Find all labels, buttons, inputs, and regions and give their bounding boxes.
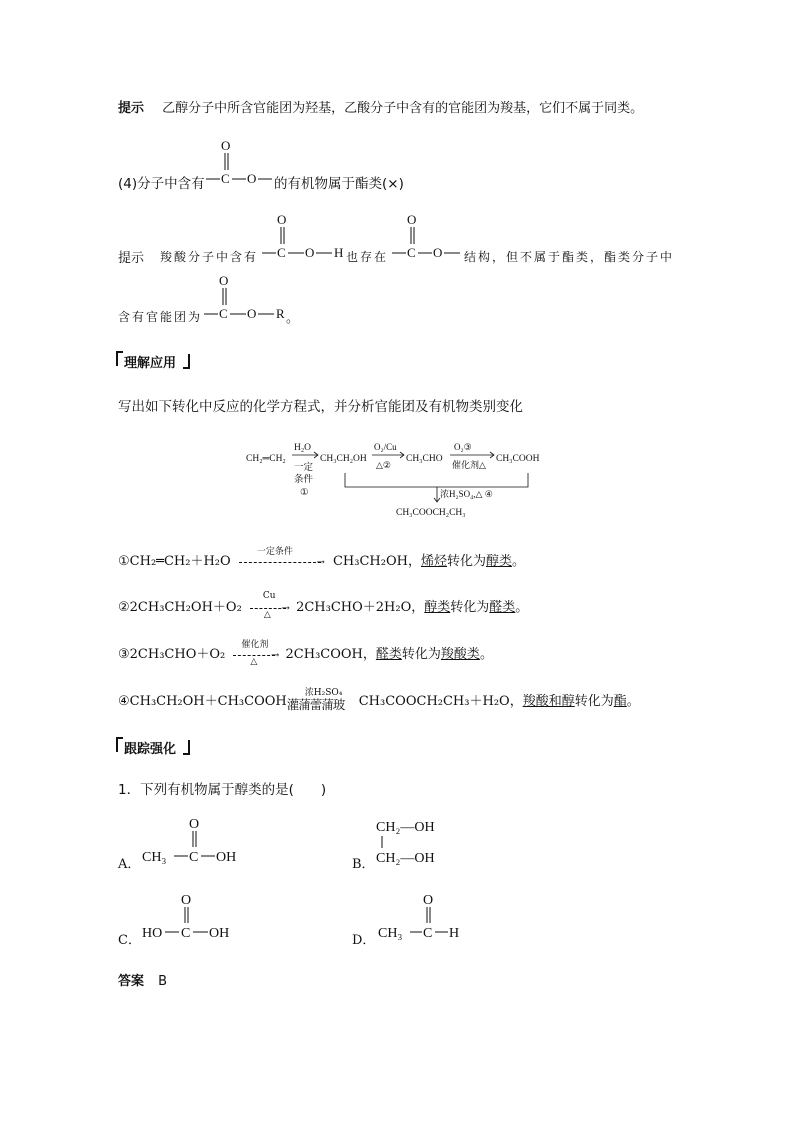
scheme-a1-b1: 一定 bbox=[294, 463, 314, 473]
atom-c: C bbox=[407, 245, 416, 260]
eq1-mid: 转化为 bbox=[446, 554, 486, 569]
option-b-structure bbox=[376, 816, 466, 866]
atom-o-top: O bbox=[219, 273, 229, 288]
eq4-mid: 转化为 bbox=[574, 694, 614, 709]
scheme-a1-b3: ① bbox=[300, 488, 309, 498]
reaction-scheme bbox=[240, 440, 560, 520]
eq2-u2: 醛类 bbox=[489, 600, 516, 615]
atom-c: C bbox=[221, 171, 230, 186]
eq4-cond-text: 灌蒲蕾蒲玻 bbox=[286, 696, 345, 712]
eq4-cond-top: 浓H₂SO₄ bbox=[304, 687, 343, 698]
option-a-label: A． bbox=[118, 857, 141, 872]
eq1-end: 。 bbox=[512, 554, 526, 569]
eq3-cond-top: 催化剂 bbox=[241, 639, 269, 650]
eq2-cond-top: Cu bbox=[262, 590, 276, 601]
atom-o-top: O bbox=[277, 212, 287, 227]
eq4-u2: 酯 bbox=[613, 694, 627, 709]
question1-text: 1．下列有机物属于醇类的是( ) bbox=[118, 782, 327, 798]
eq3-end: 。 bbox=[479, 647, 493, 662]
ester-group-structure bbox=[206, 138, 276, 188]
atom-o-top: O bbox=[221, 138, 231, 153]
option-b-top: CH₂—OH bbox=[376, 820, 435, 835]
equation-1 bbox=[118, 546, 526, 569]
eq3-arrow: 催化剂 → △ bbox=[233, 648, 279, 662]
carboxyl-structure bbox=[262, 212, 352, 262]
eq4-arrow bbox=[286, 687, 359, 712]
hint1-text: 乙醇分子中所含官能团为羟基，乙酸分子中含有的官能团为羧基，它们不属于同类。 bbox=[162, 101, 644, 116]
atom-r: R bbox=[276, 306, 285, 321]
eq4-end: 。 bbox=[626, 694, 640, 709]
option-d-left: CH₃ bbox=[378, 926, 403, 941]
hint2-part1: 羧酸分子中含有 bbox=[160, 250, 259, 264]
eq1-left: ①CH₂═CH₂＋H₂O bbox=[118, 554, 231, 569]
eq3-u1: 醛类 bbox=[375, 647, 402, 662]
ester-linkage-structure bbox=[392, 212, 462, 262]
scheme-ethyl-acetate: CH₃COOCH₂CH₃ bbox=[396, 508, 466, 518]
eq2-mid: 转化为 bbox=[450, 600, 490, 615]
hint2-label: 提示 bbox=[118, 251, 145, 266]
scheme-a1-top: H₂O bbox=[294, 443, 312, 453]
eq2-right: 2CH₃CHO＋2H₂O， bbox=[296, 600, 425, 615]
equation-4 bbox=[118, 687, 640, 712]
section2-title: 跟踪强化 bbox=[124, 742, 177, 757]
atom-o-top: O bbox=[423, 893, 434, 908]
eq1-condition: 一定条件 bbox=[256, 546, 293, 557]
eq1-u1: 烯烃 bbox=[420, 554, 447, 569]
option-a-right: OH bbox=[216, 850, 237, 865]
atom-o-top: O bbox=[407, 212, 417, 227]
ester-functional-group-structure bbox=[204, 273, 294, 323]
eq3-cond-bottom: △ bbox=[250, 656, 258, 667]
eq3-mid: 转化为 bbox=[401, 647, 441, 662]
option-c-label: C． bbox=[118, 933, 141, 948]
eq1-arrow: 一定条件 → bbox=[239, 555, 325, 569]
scheme-acetic-acid: CH₃COOH bbox=[496, 454, 540, 464]
option-a-left: CH₃ bbox=[142, 850, 167, 865]
eq2-left: ②2CH₃CH₂OH＋O₂ bbox=[118, 600, 242, 615]
option-c-right: OH bbox=[209, 926, 230, 941]
scheme-a4-label: 浓H₂SO₄,△ ④ bbox=[440, 489, 493, 499]
atom-o: O bbox=[247, 306, 257, 321]
atom-c: C bbox=[219, 306, 228, 321]
eq2-end: 。 bbox=[515, 600, 529, 615]
hint2-part3: 结构，但不属于酯类，酯类分子中 bbox=[464, 250, 675, 264]
equation-2 bbox=[118, 590, 529, 620]
eq2-cond-bottom: △ bbox=[263, 609, 271, 620]
section1-title: 理解应用 bbox=[124, 356, 177, 371]
option-a-structure bbox=[142, 816, 252, 866]
option-b-bottom: CH₂—OH bbox=[376, 851, 435, 866]
eq4-right: CH₃COOCH₂CH₃＋H₂O， bbox=[358, 694, 523, 709]
eq3-u2: 羧酸类 bbox=[440, 647, 480, 662]
scheme-a3-bottom: 催化剂△ bbox=[452, 460, 486, 470]
atom-c: C bbox=[189, 850, 199, 865]
eq2-u1: 醇类 bbox=[424, 600, 451, 615]
equation-3 bbox=[118, 639, 493, 667]
q4-suffix: 的有机物属于酯类(×) bbox=[274, 176, 404, 192]
eq3-left: ③2CH₃CHO＋O₂ bbox=[118, 647, 226, 662]
answer-line bbox=[118, 970, 167, 989]
hint2-part2: 也存在 bbox=[346, 250, 389, 264]
option-d-label: D． bbox=[352, 933, 376, 948]
eq1-right: CH₃CH₂OH， bbox=[332, 554, 421, 569]
option-b-label: B． bbox=[352, 857, 375, 872]
atom-c: C bbox=[181, 926, 191, 941]
atom-h: H bbox=[334, 245, 344, 260]
eq4-u1: 羧酸和醇 bbox=[522, 694, 575, 709]
option-c-left: HO bbox=[142, 926, 163, 941]
eq1-u2: 醇类 bbox=[486, 554, 513, 569]
atom-c: C bbox=[423, 926, 433, 941]
answer-value: B bbox=[158, 974, 168, 989]
hint2-part5: 。 bbox=[286, 311, 300, 326]
scheme-a3-top: O₂③ bbox=[454, 442, 472, 452]
atom-o: O bbox=[247, 171, 257, 186]
eq3-right: 2CH₃COOH， bbox=[285, 647, 376, 662]
option-c-structure bbox=[142, 891, 252, 941]
scheme-a2-bottom: △② bbox=[376, 460, 391, 470]
atom-o-top: O bbox=[189, 817, 200, 832]
hint1-label: 提示 bbox=[118, 101, 145, 116]
option-d-right: H bbox=[449, 926, 460, 941]
eq2-arrow: Cu → △ bbox=[250, 601, 290, 615]
answer-label: 答案 bbox=[118, 974, 145, 989]
eq4-left: ④CH₃CH₂OH＋CH₃COOH bbox=[118, 694, 287, 709]
q4-prefix: (4)分子中含有 bbox=[118, 176, 205, 192]
scheme-ethylene: CH₂═CH₂ bbox=[246, 454, 286, 464]
scheme-a1-b2: 条件 bbox=[294, 475, 314, 485]
atom-o: O bbox=[433, 245, 443, 260]
atom-c: C bbox=[277, 245, 286, 260]
scheme-ethanol: CH₃CH₂OH bbox=[320, 454, 367, 464]
scheme-acetaldehyde: CH₃CHO bbox=[406, 454, 443, 464]
scheme-a2-top: O₂/Cu bbox=[374, 442, 397, 452]
task-text: 写出如下转化中反应的化学方程式，并分析官能团及有机物类别变化 bbox=[118, 399, 523, 415]
hint1-line bbox=[118, 97, 643, 116]
atom-o: O bbox=[305, 245, 315, 260]
hint2-part4: 含有官能团为 bbox=[118, 310, 203, 324]
atom-o-top: O bbox=[181, 893, 192, 908]
option-d-structure bbox=[378, 891, 478, 941]
